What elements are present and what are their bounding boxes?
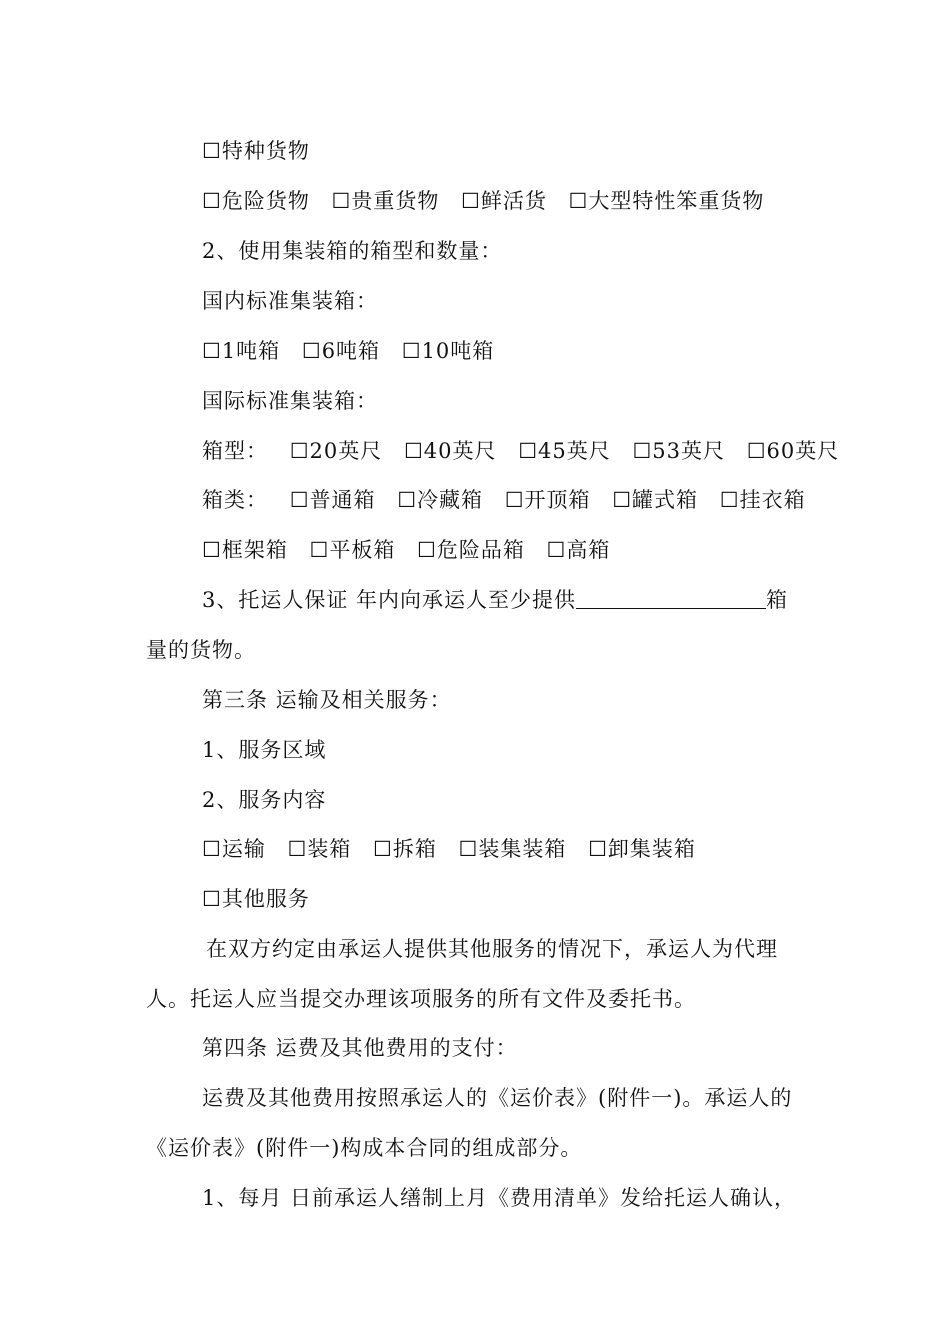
option-load-container[interactable]: ☐装集装箱: [458, 837, 567, 861]
option-live-goods[interactable]: ☐鲜活货: [461, 189, 547, 213]
guarantee-text: 3、托运人保证 年内向承运人至少提供: [202, 588, 577, 612]
option-valuable-goods[interactable]: ☐贵重货物: [331, 189, 440, 213]
option-frame-box[interactable]: ☐框架箱: [202, 538, 288, 562]
option-unload-container[interactable]: ☐卸集装箱: [588, 837, 696, 861]
option-garment-box[interactable]: ☐挂衣箱: [719, 488, 806, 512]
volume-blank-field[interactable]: [576, 588, 766, 609]
option-open-top-box[interactable]: ☐开顶箱: [504, 488, 591, 512]
option-6-ton-box[interactable]: ☐6吨箱: [301, 339, 381, 363]
option-1-ton-box[interactable]: ☐1吨箱: [202, 339, 281, 363]
option-transport[interactable]: ☐运输: [202, 837, 266, 861]
service-area-item: 1、服务区域: [202, 738, 327, 762]
option-dangerous-goods[interactable]: ☐危险货物: [202, 189, 310, 213]
option-stuffing[interactable]: ☐装箱: [287, 837, 352, 861]
option-40-ft[interactable]: ☐40英尺: [403, 439, 497, 463]
special-goods-options-row: [202, 187, 764, 215]
option-60-ft[interactable]: ☐60英尺: [746, 439, 840, 463]
section-container-types: 2、使用集装箱的箱型和数量：: [202, 239, 503, 263]
option-tank-box[interactable]: ☐罐式箱: [612, 488, 699, 512]
domestic-box-options-row: [202, 337, 494, 365]
guarantee-text-end: 箱: [766, 588, 789, 612]
option-reefer-box[interactable]: ☐冷藏箱: [397, 488, 484, 512]
paragraph-other-services-continued: 人。托运人应当提交办理该项服务的所有文件及委托书。: [146, 987, 696, 1011]
option-dangerous-box[interactable]: ☐危险品箱: [417, 538, 525, 562]
box-class-label: 箱类：: [202, 488, 268, 512]
service-content-item: 2、服务内容: [202, 788, 327, 812]
option-oversized-goods[interactable]: ☐大型特性笨重货物: [568, 189, 765, 213]
guarantee-clause-continued: 量的货物。: [146, 638, 256, 662]
domestic-container-heading: 国内标准集装箱：: [202, 289, 378, 313]
paragraph-freight: 运费及其他费用按照承运人的《运价表》(附件一)。承运人的: [202, 1086, 793, 1110]
payment-item-1: 1、每月 日前承运人缮制上月《费用清单》发给托运人确认，: [202, 1186, 797, 1210]
special-goods-option: ☐特种货物: [202, 139, 310, 163]
option-high-cube-box[interactable]: ☐高箱: [546, 538, 611, 562]
paragraph-freight-continued: 《运价表》(附件一)构成本合同的组成部分。: [146, 1136, 583, 1160]
article-3-heading: 第三条 运输及相关服务：: [202, 688, 452, 712]
box-type-row: [202, 437, 839, 465]
option-53-ft[interactable]: ☐53英尺: [632, 439, 725, 463]
option-unstuffing[interactable]: ☐拆箱: [373, 837, 437, 861]
paragraph-other-services: 在双方约定由承运人提供其他服务的情况下，承运人为代理: [206, 937, 778, 961]
option-10-ton-box[interactable]: ☐10吨箱: [401, 339, 495, 363]
box-class-row-2: [202, 536, 610, 564]
option-other-services[interactable]: ☐其他服务: [202, 887, 310, 911]
international-container-heading: 国际标准集装箱：: [202, 389, 378, 413]
option-flat-box[interactable]: ☐平板箱: [309, 538, 396, 562]
option-20-ft[interactable]: ☐20英尺: [289, 439, 383, 463]
article-4-heading: 第四条 运费及其他费用的支付：: [202, 1036, 518, 1060]
service-options-row: [202, 835, 696, 863]
box-type-label: 箱型：: [202, 439, 268, 463]
guarantee-clause: [202, 586, 788, 614]
box-class-row: [202, 486, 806, 514]
option-45-ft[interactable]: ☐45英尺: [518, 439, 611, 463]
option-general-box[interactable]: ☐普通箱: [289, 488, 376, 512]
